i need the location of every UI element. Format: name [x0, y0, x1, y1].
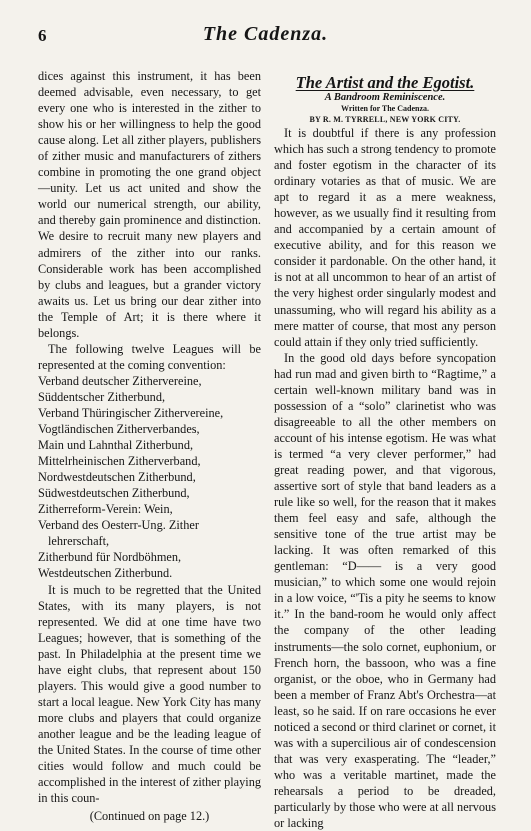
- league-item: Mittelrheinischen Zitherverband,: [38, 454, 201, 469]
- united-states-paragraph: It is much to be regretted that the United States, with its many players, is not represented. We did at one time have two Leagues; however, that is something of the past. In Philadelphia at the present time we have eight clubs, that represent about 150 players. This would give a good number to start a local league. New York City has many more clubs and players that could organize another league and be the leading league of the United States. In the course of time other cities would follow and much could be accomplished in the interest of zither playing in this coun-: [38, 582, 261, 806]
- league-item: Südwestdeutschen Zitherbund,: [38, 486, 190, 501]
- league-item: Zitherreform-Verein: Wein,: [38, 502, 173, 517]
- league-item: Zitherbund für Nordböhmen,: [38, 550, 182, 565]
- article-paragraph: In the good old days before syncopation had run mad and given birth to “Ragtime,” a certain well-known military band was in possession of a “solo” clarinetist who was disagreeable to all the other members on account of his intense egotism. He was what is termed “a very clever performer,” had great reading power, and that vigorous, assertive sort of style that band leaders as a rule like so well, for the reason that it makes them feel easy and safe, although the sensitive tone of the true artist may be lacking. It was often remarked of this gentleman: “D—— is a very good musician,” to which some one would rejoin in a low voice, “'Tis a pity he seems to know it.” In the band-room he would only affect the company of the other leading instruments—the solo cornet, euphonium, or French horn, the bassoon, who was a fine organist, or the oboe, who in Germany had been a member of Franz Abt's Orchestra—at least, so he said. If on rare occasions he ever noticed a second or third clarinet or cornet, it was with a supercilious air of condescension that was very exasperating. The “leader,” who was a veritable martinet, made the rehearsals a period to be dreaded, particularly by those who were at all nervous or lacking: [274, 350, 496, 831]
- league-item: Süddentscher Zitherbund,: [38, 389, 166, 404]
- league-item: Vogtländischen Zitherverbandes,: [38, 422, 200, 437]
- page-number: 6: [38, 26, 47, 45]
- league-item: Westdeutschen Zitherbund.: [38, 566, 173, 581]
- left-column: [38, 68, 261, 824]
- article-byline: BY R. M. TYRRELL, NEW YORK CITY.: [309, 115, 461, 124]
- article-subtitle: A Bandroom Reminiscence.: [324, 92, 446, 103]
- league-item: Verband deutscher Zithervereine,: [38, 373, 202, 388]
- page-header: [38, 23, 493, 50]
- intro-paragraph: dices against this instrument, it has been deemed advisable, even necessary, to get every one who is interested in the zither to show his or her willingness to help the good cause along. Let all zither players, publishers of zither music and manufacturers of zithers combine in promoting the one grand object—unity. Let us act united and show the world our numerical strength, our ability, and thereby gain prominence and distinction. We desire to recruit many new players and admirers of the zither into our ranks. Considerable work has been accomplished by clubs and leagues, but a grander victory awaits us. Let us bring our dear zither into the Temple of Art; it is there where it belongs.: [38, 69, 261, 340]
- article-written-for: Written for The Cadenza.: [341, 104, 429, 113]
- league-item: Verband des Oesterr-Ung. Zither lehrerschaft,: [38, 518, 199, 549]
- article-paragraph: It is doubtful if there is any profession which has such a strong tendency to promote and foster egotism in the character of its ordinary votaries as that of music. We are apt to regard it as a mere weakness, however, as we usually find it resulting from and accompanied by a certain amount of executive ability, and for this reason we consider it pardonable. On the other hand, it is not at all uncommon to hear of an artist of the very highest order singularly modest and unassuming, who will regard his ability as a mere matter of course, that most any person could attain if they only tried sufficiently.: [274, 126, 496, 349]
- article-title: The Artist and the Egotist.: [295, 73, 475, 92]
- right-column: [274, 73, 496, 831]
- leagues-list: [38, 373, 261, 582]
- continued-note: (Continued on page 12.): [89, 809, 210, 824]
- league-item: Nordwestdeutschen Zitherbund,: [38, 470, 196, 485]
- magazine-title: The Cadenza.: [202, 23, 329, 45]
- league-item: Verband Thüringischer Zithervereine,: [38, 405, 224, 420]
- leagues-intro: The following twelve Leagues will be represented at the coming convention:: [38, 341, 261, 372]
- league-item: Main und Lahnthal Zitherbund,: [38, 438, 194, 453]
